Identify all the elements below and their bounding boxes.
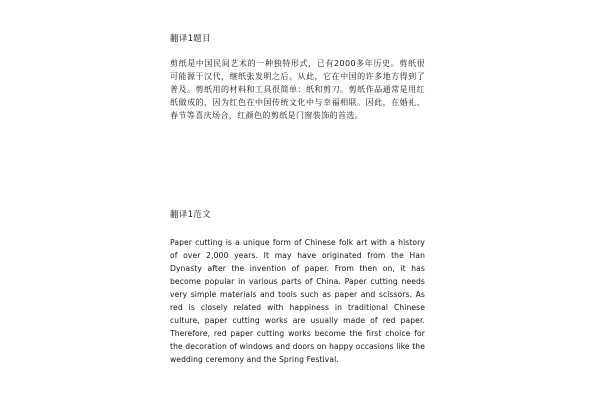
section-answer [170, 208, 425, 366]
section-question-heading: 翻译1题目 [170, 34, 211, 44]
section-answer-heading: 翻译1范文 [170, 210, 211, 220]
section-question [170, 32, 425, 122]
section-question-paragraph: 剪纸是中国民间艺术的一种独特形式，已有2000多年历史。剪纸很可能源于汉代，继纸张发明之后。从此，它在中国的许多地方得到了普及。剪纸用的材料和工具很简单：纸和剪刀。剪纸作品通常是用红纸做成的，因为红色在中国传统文化中与幸福相联。因此，在婚礼、春节等喜庆场合，红颜色的剪纸是门窗装饰的首选。 [170, 59, 425, 120]
section-answer-paragraph: Paper cutting is a unique form of Chinese folk art with a history of over 2,000 years. It may have originated from the Han Dynasty after the invention of paper. From then on, it has become popular in various parts of China. Paper cutting needs very simple materials and tools such as paper and scissors. As red is closely related with happiness in traditional Chinese culture, paper cutting works are usually made of red paper. Therefore, red paper cutting works become the first choice for the decoration of windows and doors on happy occasions like the wedding ceremony and the Spring Festival. [170, 238, 425, 364]
